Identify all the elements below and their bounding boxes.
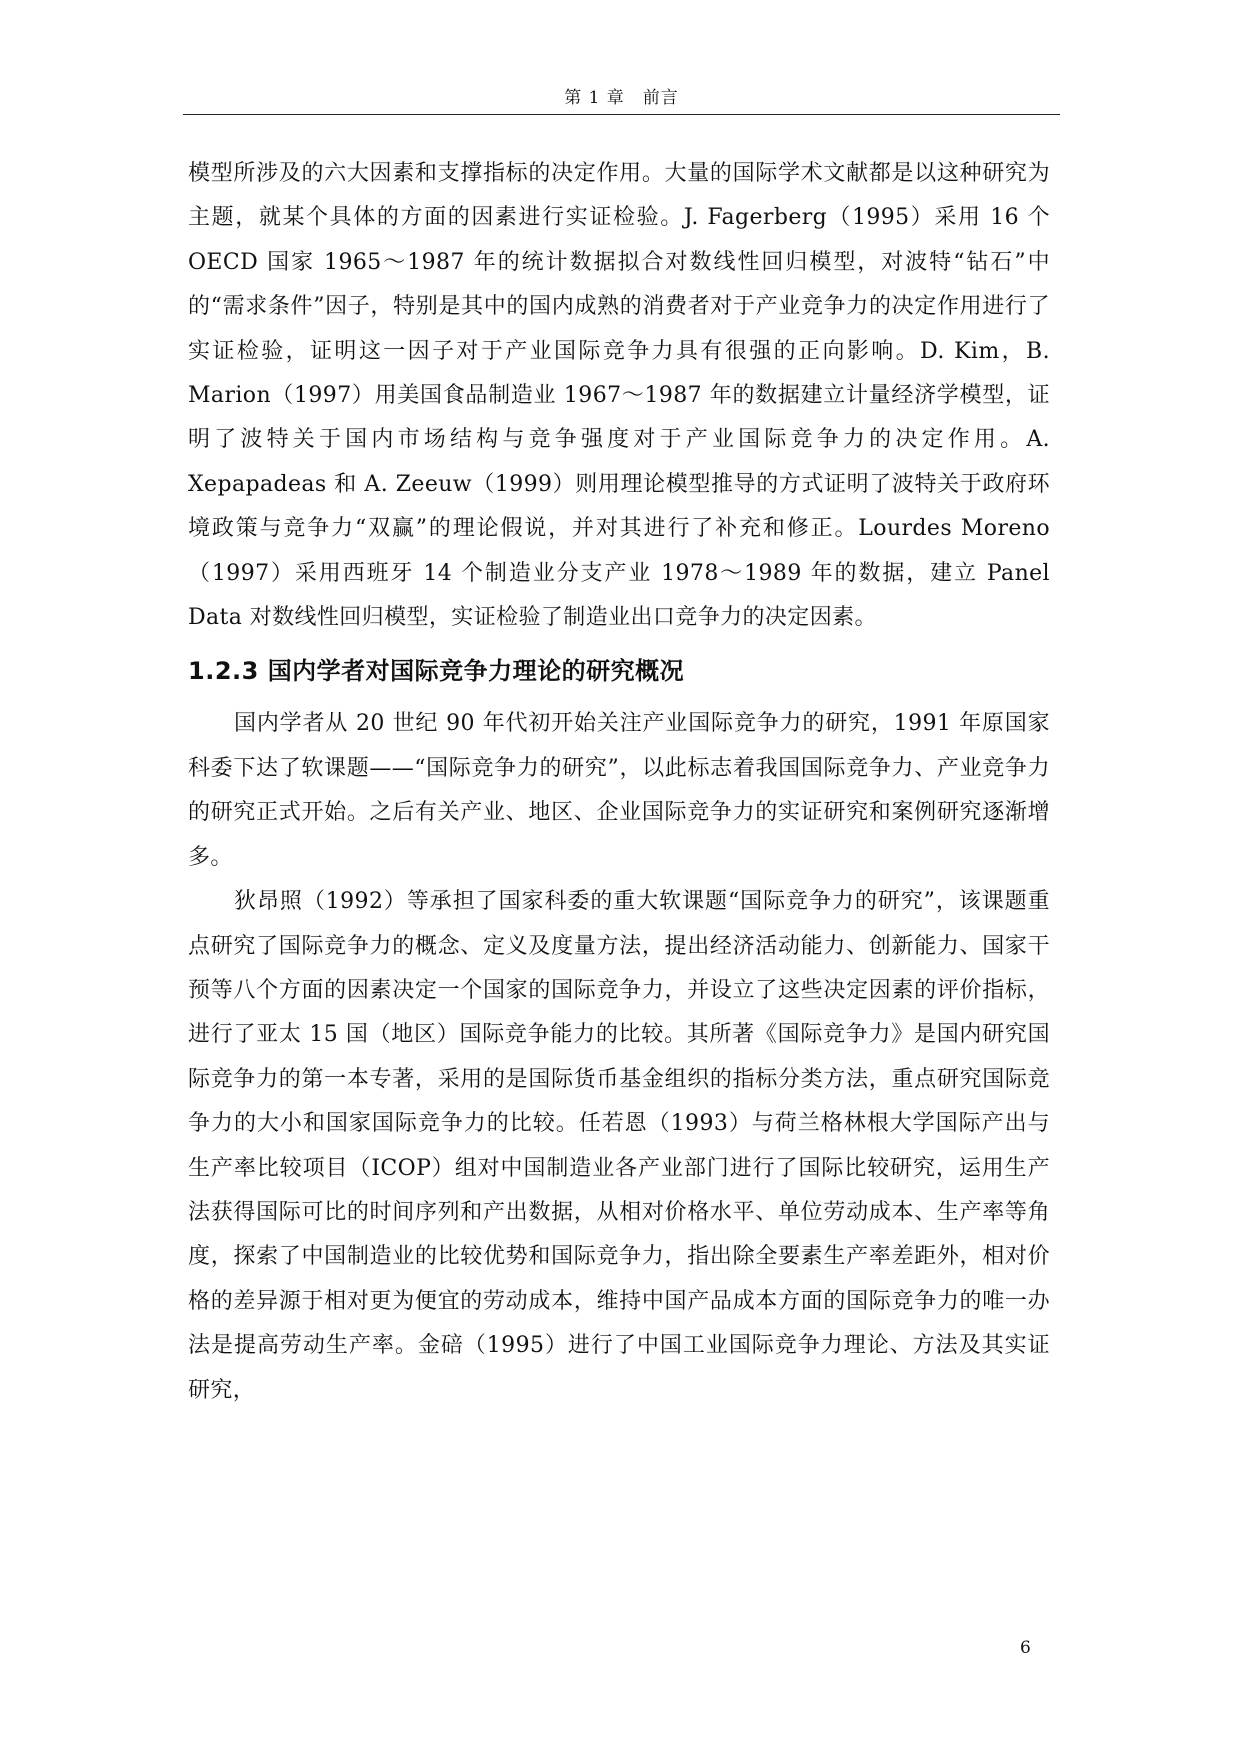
section-heading: 1.2.3 国内学者对国际竞争力理论的研究概况 xyxy=(188,657,685,686)
running-header: 第 1 章 前言 xyxy=(564,88,679,108)
paragraph-di-angzhao: 狄昂照（1992）等承担了国家科委的重大软课题“国际竞争力的研究”，该课题重点研究了国际竞争力的概念、定义及度量方法，提出经济活动能力、创新能力、国家干预等八个方面的因素决定一个国家的国际竞争力，并设立了这些决定因素的评价指标，进行了亚太 15 国（地区）国际竞争能力的比较。其所著《国际竞争力》是国内研究国际竞争力的第一本专著，采用的是国际货币基金组织的指标分类方法，重点研究国际竞争力的大小和国家国际竞争力的比较。任若恩（1993）与荷兰格林根大学国际产出与生产率比较项目（ICOP）组对中国制造业各产业部门进行了国际比较研究，运用生产法获得国际可比的时间序列和产出数据，从相对价格水平、单位劳动成本、生产率等角度，探索了中国制造业的比较优势和国际竞争力，指出除全要素生产率差距外，相对价格的差异源于相对更为便宜的劳动成本，维持中国产品成本方面的国际竞争力的唯一办法是提高劳动生产率。金碚（1995）进行了中国工业国际竞争力理论、方法及其实证研究， xyxy=(188,889,1050,1403)
paragraph-domestic-research: 国内学者从 20 世纪 90 年代初开始关注产业国际竞争力的研究，1991 年原国家科委下达了软课题——“国际竞争力的研究”，以此标志着我国国际竞争力、产业竞争力的研究正式开始。之后有关产业、地区、企业国际竞争力的实证研究和案例研究逐渐增多。 xyxy=(188,711,1050,870)
page-number: 6 xyxy=(1020,1638,1031,1658)
header-rule xyxy=(183,114,1060,115)
body-text xyxy=(188,152,1050,1413)
paragraph-continued: 模型所涉及的六大因素和支撑指标的决定作用。大量的国际学术文献都是以这种研究为主题，就某个具体的方面的因素进行实证检验。J. Fagerberg（1995）采用 16 个 OECD 国家 1965～1987 年的统计数据拟合对数线性回归模型，对波特“钻石”中的“需求条件”因子，特别是其中的国内成熟的消费者对于产业竞争力的决定作用进行了实证检验，证明这一因子对于产业国际竞争力具有很强的正向影响。D. Kim，B. Marion（1997）用美国食品制造业 1967～1987 年的数据建立计量经济学模型，证明了波特关于国内市场结构与竞争强度对于产业国际竞争力的决定作用。A. Xepapadeas 和 A. Zeeuw（1999）则用理论模型推导的方式证明了波特关于政府环境政策与竞争力“双赢”的理论假说，并对其进行了补充和修正。Lourdes Moreno（1997）采用西班牙 14 个制造业分支产业 1978～1989 年的数据，建立 Panel Data 对数线性回归模型，实证检验了制造业出口竞争力的决定因素。 xyxy=(188,161,1050,631)
